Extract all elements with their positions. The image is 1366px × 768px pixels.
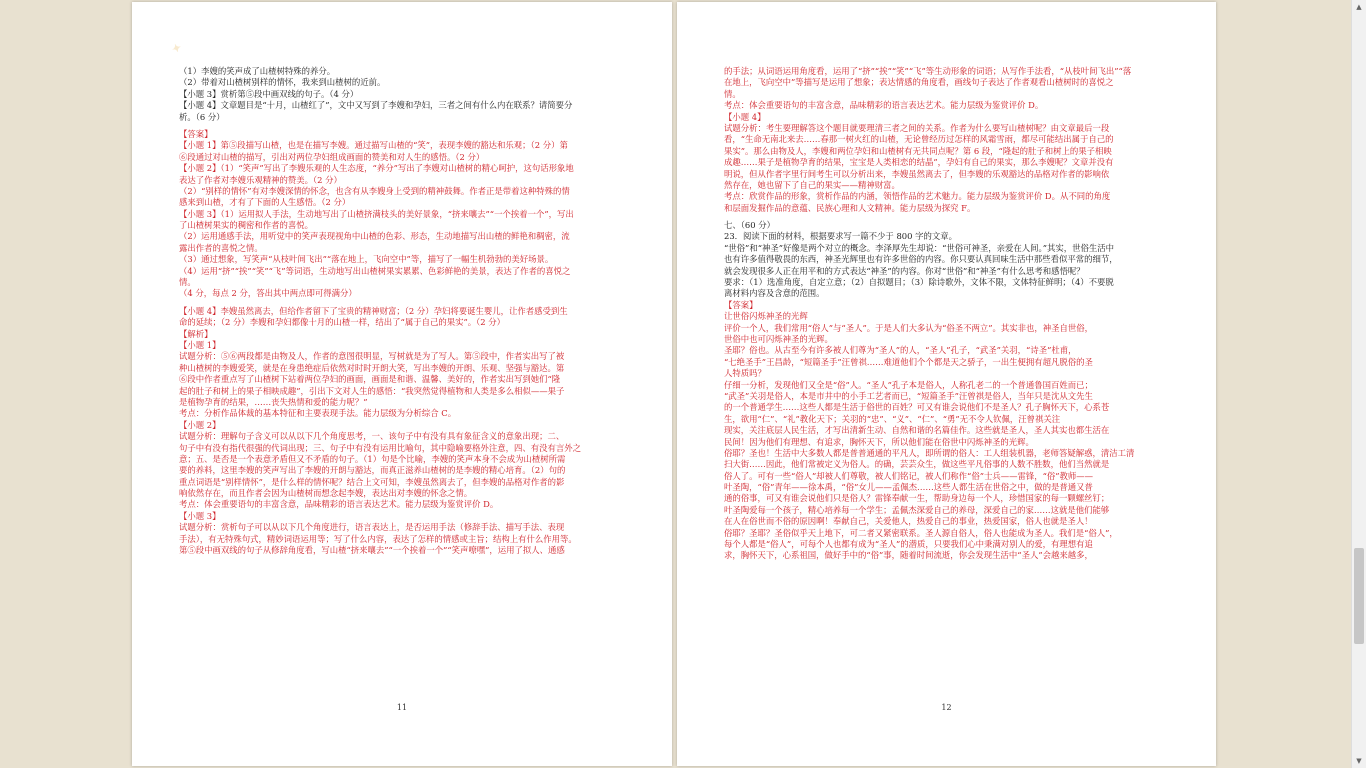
text-line: 在人在俗世而不俗的原因啊！奉献自己，关爱他人，热爱自己的事业，热爱国家，俗人也就是圣人！ [724,516,1093,527]
text-line: （4 分，每点 2 分，答出其中两点即可得满分） [179,288,357,299]
watermark: ✦ [170,40,184,57]
text-line: 果实”。那么由物及人，李嫂和两位孕妇和山楂树有无共同点呢？第 6 段，“隆起的肚子和树上的果子相映 [724,145,1112,156]
text-line: 考点：分析作品体裁的基本特征和主要表现手法。能力层级为分析综合 C。 [179,408,457,419]
text-line: 评价一个人，我们常用“俗人”与“圣人”。于是人们大多认为“俗圣不两立”。其实非也，神圣自世俗， [724,322,1094,333]
page-content [179,66,625,556]
text-line: 也有许多值得敬畏的东西，神圣光辉里也有许多世俗的内容。你只要认真回味生活中那些看似平常的细节， [724,254,1118,265]
text-line: 让世俗闪烁神圣的光辉 [724,311,808,322]
text-line: 【小题 2】 [179,419,221,430]
text-line: 离材料内容及含意的范围。 [724,288,825,299]
text-line: 【小题 4】 [724,111,766,122]
text-line: 【解析】 [179,328,213,339]
text-line: （2）运用通感手法，用听觉中的笑声表现视角中山楂的色彩、形态，生动地描写出山楂的鲜艳和稠密，流 [179,231,570,242]
text-line: ⑥段通过对山楂的描写，引出对两位孕妇组成画面的赞美和对人生的感悟。（2 分） [179,151,485,162]
text-line: 七、（60 分） [724,220,775,231]
text-line: 考点：体会重要语句的丰富含意，品味精彩的语言表达艺术。能力层级为鉴赏评价 D。 [724,100,1044,111]
text-line: 通的俗事，可又有谁会说他们只是俗人？雷锋奉献一生，帮助身边每一个人，珍惜国家的每一颗螺丝钉； [724,493,1110,504]
text-line: 民间！因为他们有理想、有追求，胸怀天下，所以他们能在俗世中闪烁神圣的光辉。 [724,436,1034,447]
text-line: 情。 [179,277,196,288]
text-line: 感来到山楂，才有了下面的人生感悟。（2 分） [179,197,351,208]
text-line: 重点词语是“别样情怀”，是什么样的情怀呢？结合上文可知，李嫂虽然离去了，但李嫂的品格对作者的影 [179,476,565,487]
text-line: ⑥段中作者重点写了山楂树下站着两位孕妇的画面，画面是和谐、温馨、美好的，作者实出写到她们“隆 [179,374,561,385]
page-content [724,66,1170,562]
text-line: 和层面发掘作品的意蕴、民族心理和人文精神。能力层级为探究 F。 [724,202,976,213]
text-line: 【答案】 [179,128,213,139]
text-line: 人特质吗？ [724,368,766,379]
text-line: 考点：体会重要语句的丰富含意，品味精彩的语言表达艺术。能力层级为鉴赏评价 D。 [179,499,499,510]
vertical-scrollbar[interactable] [1351,0,1366,768]
text-line: 每个人都是“俗人”，可每个人也都有成为“圣人”的潜质，只要我们心中秉满对别人的爱，有理想有追 [724,539,1093,550]
text-line: 生，欲用“仁”、“礼”教化天下；关羽的“忠”、“义”、“仁”、“勇”无不令人钦佩，汪曾祺关注 [724,413,1061,424]
text-line: 【小题 1】 [179,339,221,350]
text-line: 【小题 4】李嫂虽然离去，但给作者留下了宝贵的精神财富；（2 分）孕妇将要诞生婴儿，让作者感受到生 [179,305,568,316]
text-line: 是植物孕育的结果，……丧失热情和爱的能力呢？” [179,396,368,407]
text-line: 考点：欣赏作品的形象，赏析作品的内涵，领悟作品的艺术魅力。能力层级为鉴赏评价 D。从不同的角度 [724,191,1111,202]
page-number: 11 [396,703,408,712]
text-line: “世俗”和“神圣”好像是两个对立的概念。李泽厚先生却说：“世俗可神圣，亲爱在人间。”其实，世俗生活中 [724,242,1114,253]
text-line: 圣耶？俗也。从古至今有许多被人们尊为“圣人”的人，“圣人”孔子，“武圣”关羽，“诗圣”杜甫， [724,345,1077,356]
text-line: 试题分析：理解句子含义可以从以下几个角度思考，一、该句子中有没有具有象征含义的意象出现；二、 [179,431,565,442]
text-line: 【小题 3】 [179,510,221,521]
text-line: 的一个普通学生……这些人都是生活于俗世的百姓？可又有谁会说他们不是圣人？孔子胸怀天下，心系苍 [724,402,1110,413]
text-line: 第⑤段中画双线的句子从修辞角度看，写山楂“挤来嚷去”“一个挨着一个”“笑声嘹嘿”，运用了拟人、通感 [179,545,565,556]
text-line: 了山楂树果实的稠密和作者的喜悦。 [179,220,313,231]
text-line: 析。（6 分） [179,111,225,122]
text-line: （2）带着对山楂树别样的情怀，我来到山楂树的近前。 [179,77,386,88]
text-line: 叶圣陶爱每一个孩子，精心培养每一个学生；孟佩杰深爱自己的养母，深爱自己的家……这就是他们能够 [724,504,1110,515]
text-line: 试题分析：赏析句子可以从以下几个角度进行，语言表达上，是否运用手法（修辞手法、描写手法、表现 [179,522,565,533]
text-line: 看，“生命无南北来去……春那一树火红的山楂，无论曾经历过怎样的风霜雪雨，都尽可能结出属于自己的 [724,134,1114,145]
text-line: 表达了作者对李嫂乐观精神的赞美。（2 分） [179,174,342,185]
text-line: 【答案】 [724,299,758,310]
text-line: 起的肚子和树上的果子相映成趣”，引出下文对人生的感悟：“我突然觉得植物和人类是多么相似——果子 [179,385,565,396]
scroll-down-arrow-icon[interactable]: ▼ [1356,757,1362,765]
text-line: 俗耶？圣耶？圣俗似乎天上地下，可二者又紧密联系。圣人源自俗人，俗人也能成为圣人。我们是“俗人”， [724,527,1118,538]
text-line: 情。 [724,88,741,99]
text-line: 叶圣陶，“俗”青年——徐本禹，“俗”女儿——孟佩杰……这些人都生活在世俗之中，做的是普通又普 [724,482,1093,493]
text-line: 成趣……果子是植物孕育的结果，宝宝是人类相恋的结晶”，孕妇有自己的果实，那么李嫂呢？文章并没有 [724,157,1114,168]
text-line: 求，胸怀天下，心系祖国，做好手中的“俗”事，随着时间流逝，你会发现生活中“圣人”会越来越多， [724,550,1093,561]
text-line: 意；五、是否是一个表意矛盾但又不矛盾的句子。（1）句是个比喻，李嫂的笑声本身不会成为山楂树所需 [179,453,566,464]
text-line: 句子中有没有指代很强的代词出现；三、句子中有没有运用比喻句，其中隐喻要格外注意，四、有没有言外之 [179,442,581,453]
text-line: 【小题 4】文章题目是“十月，山楂红了”，文中又写到了李嫂和孕妇，三者之间有什么内在联系？请简要分 [179,100,573,111]
text-line: 现实，关注底层人民生活，才写出清新生动、自然和谐的名篇佳作。这些就是圣人，圣人其实也都生活在 [724,425,1110,436]
text-line: 【小题 1】第⑤段描写山楂，也是在描写李嫂。通过描写山楂的“笑”，表现李嫂的豁达和乐观；（2 分）第 [179,140,568,151]
text-line: （4）运用“挤”“挨”“笑”“飞”等词语，生动地写出山楂树果实累累、色彩鲜艳的美景，表达了作者的喜悦之 [179,265,571,276]
text-line: 就会发现很多人正在用平和的方式表达“神圣”的内容。你对“世俗”和“神圣”有什么思考和感悟呢？ [724,265,1085,276]
text-line: 露出作者的喜悦之情。 [179,242,263,253]
text-line: 要的养料，这里李嫂的笑声写出了李嫂的开朗与豁达，而真正滋养山楂树的是李嫂的精心培育。（2）句的 [179,465,566,476]
text-line: 响依然存在，而且作者会因为山楂树而想念起李嫂，表达出对李嫂的怀念之情。 [179,488,473,499]
page-number: 12 [941,703,952,712]
text-line: “武圣”关羽是俗人，本是市井中的小手工艺者而已，“短篇圣手”汪曾祺是俗人，当年只是沈从文先生 [724,390,1093,401]
text-line: 明说，但从作者字里行间考生可以分析出来，李嫂虽然离去了，但李嫂的乐观豁达的品格对作者的影响依 [724,168,1110,179]
text-line: 【小题 2】（1）“笑声”写出了李嫂乐观的人生态度，“养分”写出了李嫂对山楂树的精心呵护，这句话形象地 [179,163,574,174]
text-line: （2）“别样的情怀”有对李嫂深情的怀念，也含有从李嫂身上受到的精神鼓舞。作者正是带着这种特殊的情 [179,185,570,196]
text-line: 在地上，飞向空中”等描写是运用了想象；表达情感的角度看，画线句子表达了作者观看山楂树时的喜悦之 [724,77,1114,88]
text-line: “七绝圣手”王昌龄，“短篇圣手”汪曾祺……难道他们个个都是天之骄子，一出生便拥有超凡脱俗的圣 [724,356,1093,367]
scroll-up-arrow-icon[interactable]: ▲ [1356,3,1362,11]
text-line: 扫大街……因此，他们常被定义为俗人。的确，芸芸众生，做这些平凡俗事的人数不胜数，他们当然就是 [724,459,1110,470]
text-line: 俗耶？圣也！生活中大多数人都是普普通通的平凡人，即所谓的俗人：工人组装机器，老师答疑解惑，清洁工清 [724,447,1135,458]
text-line: 世俗中也可闪烁神圣的光辉。 [724,333,833,344]
document-page-left [132,2,672,766]
text-line: 手法），有无特殊句式，精妙词语运用等；写了什么内容，表达了怎样的情感或主旨；结构上有什么作用等。 [179,533,577,544]
text-line: 23．阅读下面的材料，根据要求写一篇不少于 800 字的文章。 [724,231,957,242]
text-line: 试题分析：考生要理解答这个题目就要理清三者之间的关系。作者为什么要写山楂树呢？由文章最后一段 [724,122,1110,133]
text-line: （1）李嫂的笑声成了山楂树特殊的养分。 [179,66,336,76]
text-line: 命的延续；（2 分）李嫂和孕妇都像十月的山楂一样，结出了“属于自己的果实”。（2 分） [179,317,506,328]
text-line: （3）通过想象，写笑声“从枝叶间飞出”“落在地上，飞向空中”等，描写了一幅生机勃勃的美好场景。 [179,254,554,265]
document-page-right [677,2,1216,766]
text-line: 【小题 3】（1）运用拟人手法，生动地写出了山楂挤满枝头的美好景象，“挤来嚷去”“一个挨着一个”，写出 [179,208,574,219]
text-line: 试题分析：⑤⑥两段都是由物及人，作者的意图很明显，写树就是为了写人。第⑤段中，作者实出写了被 [179,351,565,362]
text-line: 的手法；从词语运用角度看，运用了“挤”“挨”“笑”“飞”等生动形象的词语；从写作手法看，“从枝叶间飞出”“落 [724,66,1132,76]
text-line: 【小题 3】赏析第⑤段中画双线的句子。（4 分） [179,88,359,99]
text-line: 然存在，她也留下了自己的果实——精神财富。 [724,179,900,190]
scrollbar-thumb[interactable] [1354,548,1364,644]
text-line: 要求：（1）选准角度，自定立意；（2）自拟题目；（3）除诗歌外，文体不限，文体特征鲜明；（4）不要脱 [724,277,1114,288]
text-line: 种山楂树的李嫂爱笑，就是在身患绝症后依然对时时开朗大笑，写出李嫂的开朗、乐观、坚强与豁达。第 [179,362,565,373]
text-line: 俗人了。可有一些“俗人”却被人们尊敬，被人们铭记，被人们称作“俗”士兵——雷锋，“俗”教师—— [724,470,1094,481]
text-line: 仔细一分析，发现他们又全是“俗”人。“圣人”孔子本是俗人，人称孔老二的一个普通鲁国百姓而已； [724,379,1093,390]
